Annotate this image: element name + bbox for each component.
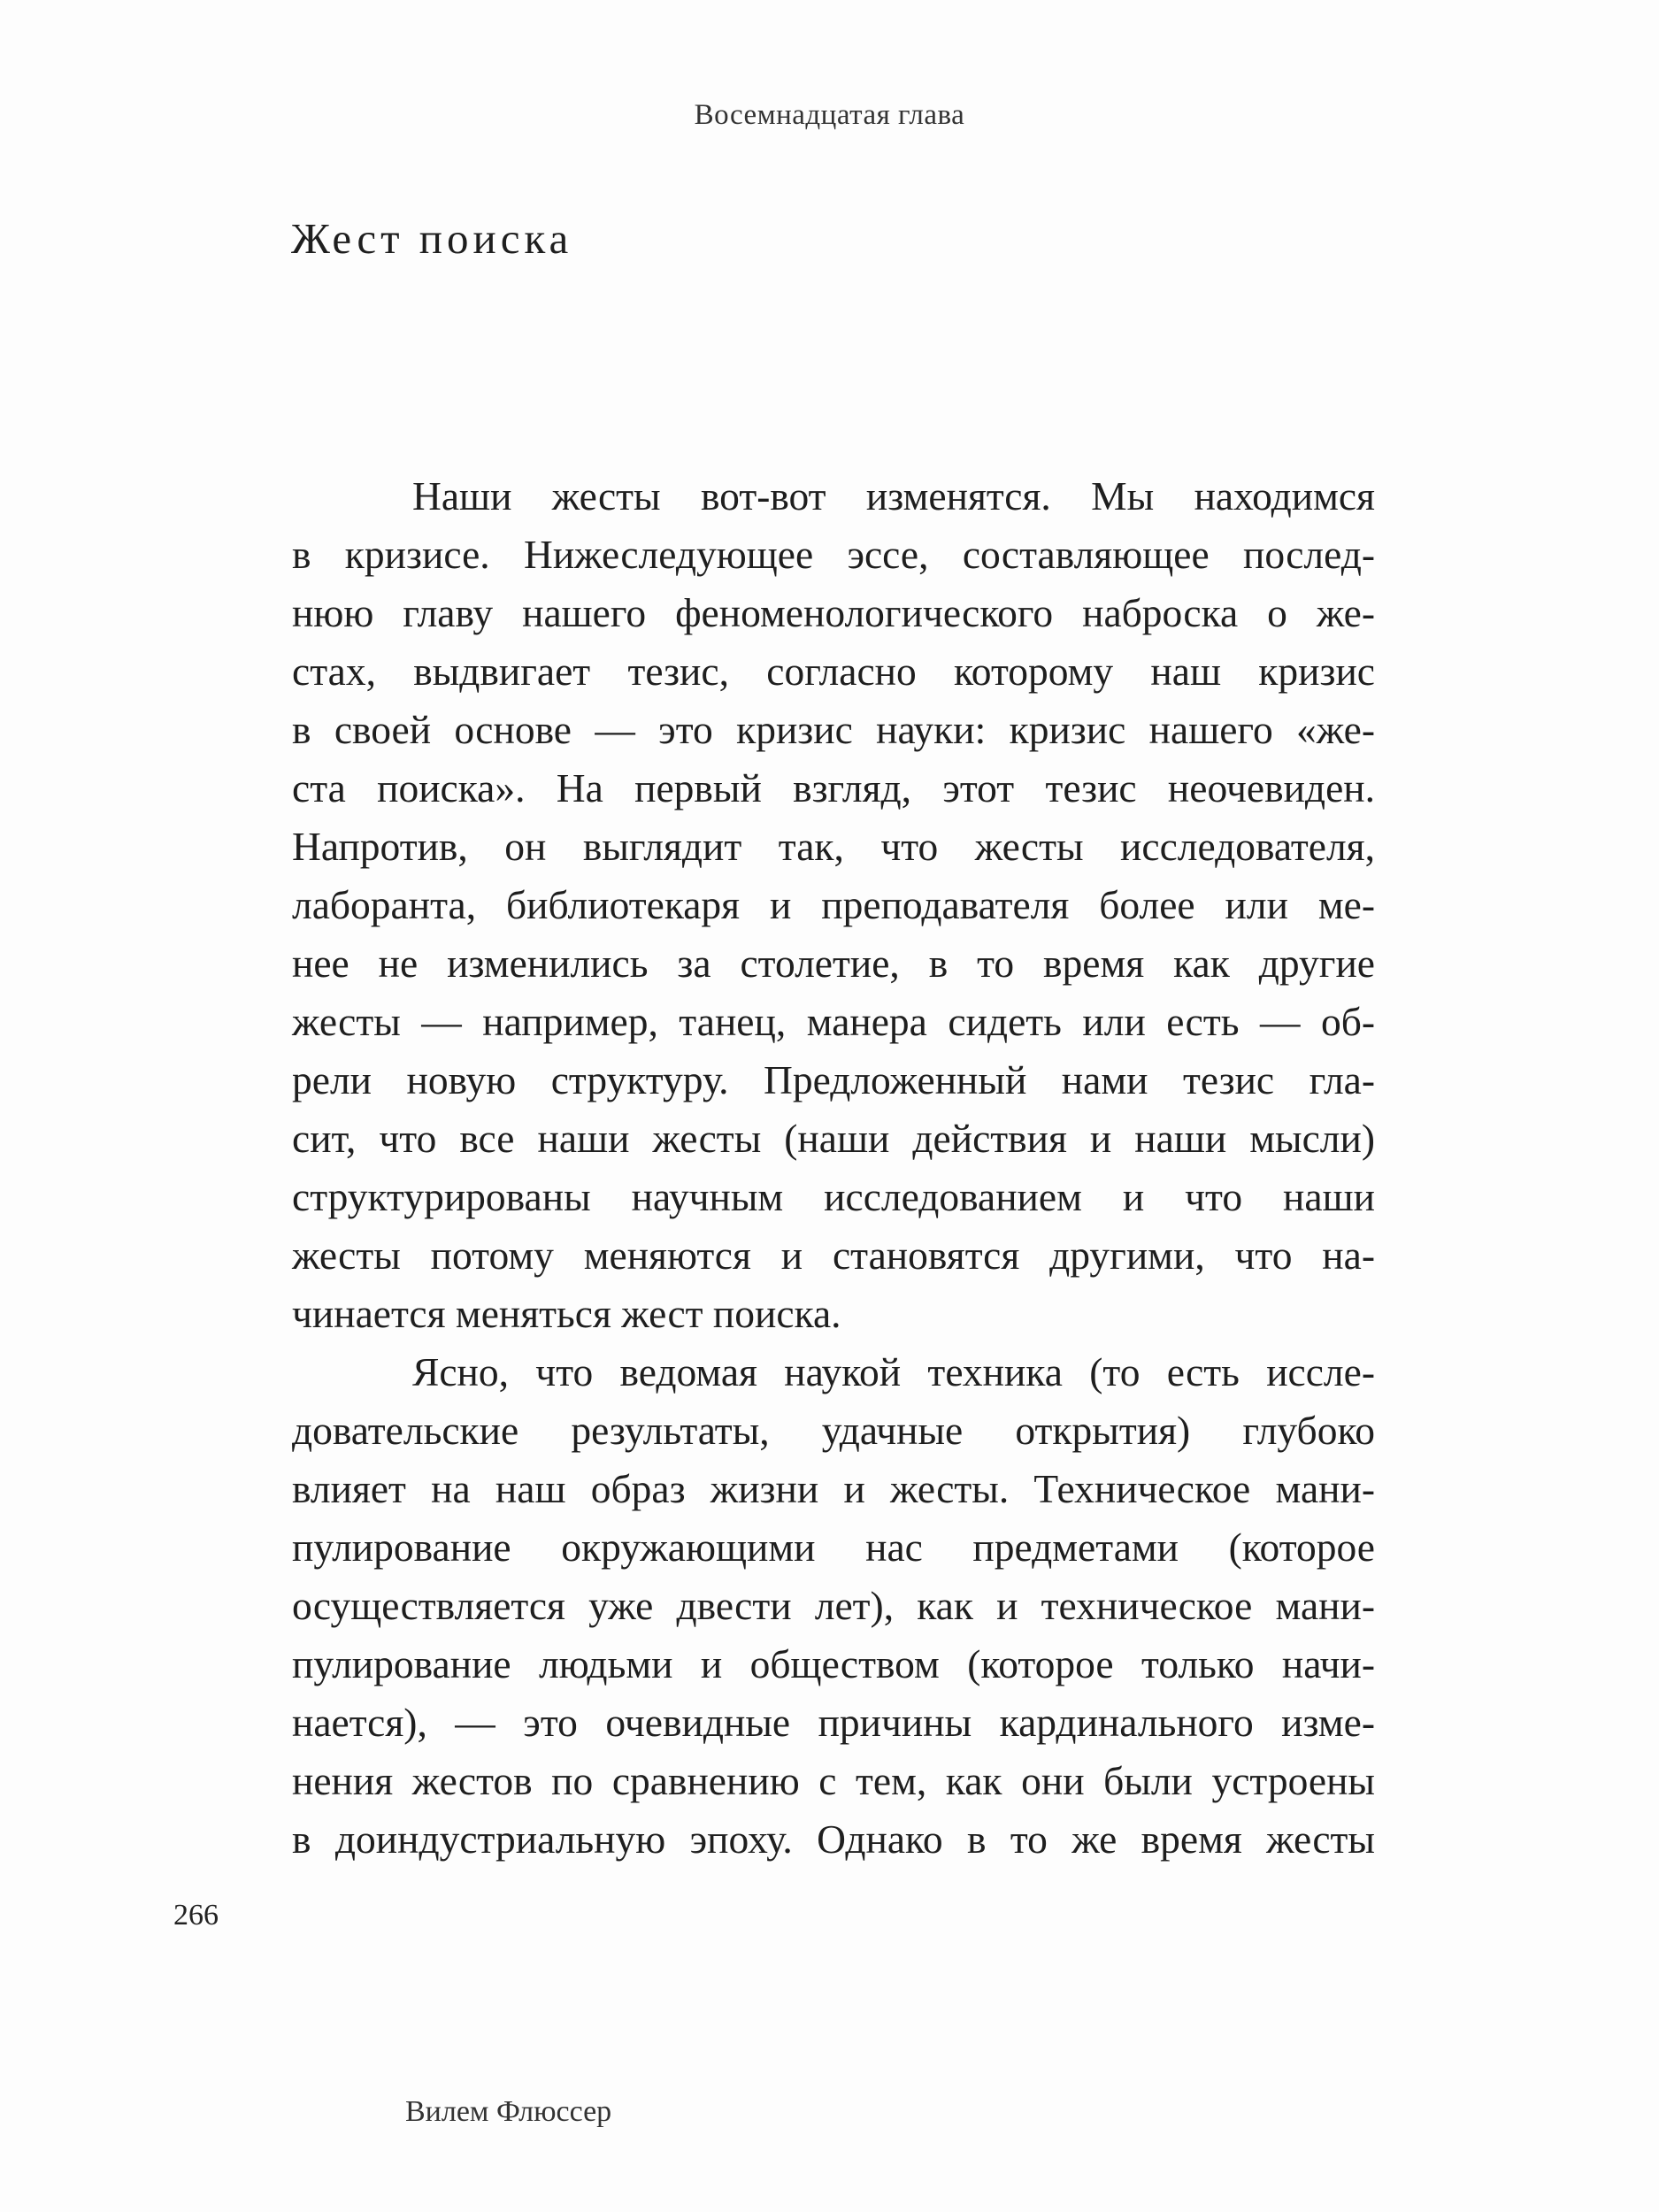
chapter-title: Жест поиска [291,214,573,263]
text-line: Наши жесты вот-вот изменятся. Мы находимся [412,473,1375,518]
paragraph-2 [292,1343,1375,1869]
running-head: Восемнадцатая глава [694,99,965,131]
text-line: ста поиска». На первый взгляд, этот тезис неочевиден. [292,765,1375,810]
page-number: 266 [173,1899,219,1932]
text-line: чинается меняться жест поиска. [292,1291,841,1336]
text-line: довательские результаты, удачные открытия) глубоко [292,1408,1375,1453]
text-line: сит, что все наши жесты (наши действия и наши мысли) [292,1116,1375,1161]
text-line: осуществляется уже двести лет), как и техническое мани- [292,1583,1375,1628]
text-line: пулирование людьми и обществом (которое только начи- [292,1641,1375,1686]
text-line: стах, выдвигает тезис, согласно которому наш кризис [292,649,1375,694]
text-line: в своей основе — это кризис науки: кризис нашего «же- [292,707,1375,752]
paragraph-1 [292,467,1375,1343]
text-line: Ясно, что ведомая наукой техника (то есть иссле- [412,1349,1375,1394]
text-line: Напротив, он выглядит так, что жесты исследователя, [292,824,1375,869]
text-line: в кризисе. Нижеследующее эссе, составляющее послед- [292,532,1375,577]
text-line: нюю главу нашего феноменологического наброска о же- [292,590,1375,635]
text-line: нее не изменились за столетие, в то время как другие [292,941,1375,986]
text-line: структурированы научным исследованием и что наши [292,1174,1375,1219]
text-line: нения жестов по сравнению с тем, как они были устроены [292,1758,1375,1803]
footer-author: Вилем Флюссер [405,2095,612,2128]
text-line: лаборанта, библиотекаря и преподавателя более или ме- [292,882,1375,927]
text-line: жесты потому меняются и становятся другими, что на- [292,1233,1375,1278]
text-line: влияет на наш образ жизни и жесты. Техническое мани- [292,1466,1375,1511]
text-line: в доиндустриальную эпоху. Однако в то же время жесты [292,1816,1375,1862]
text-line: пулирование окружающими нас предметами (которое [292,1525,1375,1570]
body-text [292,467,1375,1869]
text-line: нается), — это очевидные причины кардинального изме- [292,1700,1375,1745]
text-line: жесты — например, танец, манера сидеть или есть — об- [292,999,1375,1044]
text-line: рели новую структуру. Предложенный нами тезис гла- [292,1057,1375,1102]
